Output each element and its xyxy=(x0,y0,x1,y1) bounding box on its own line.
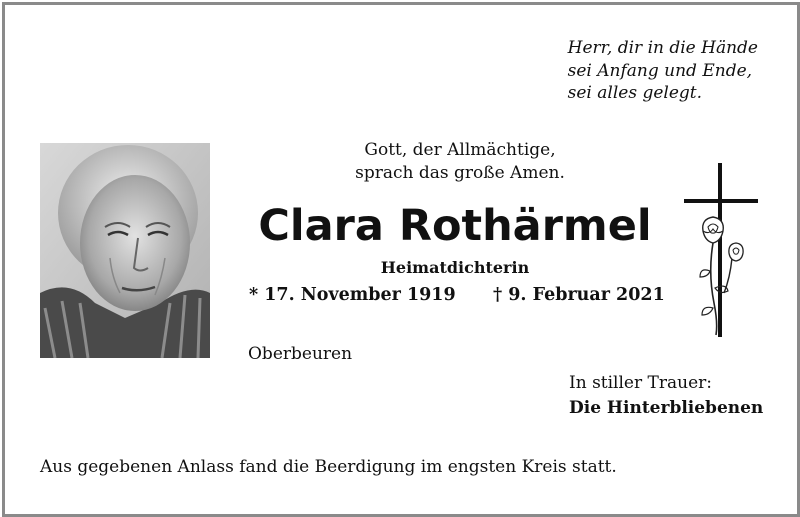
portrait-image xyxy=(40,143,210,358)
intro-text xyxy=(290,139,630,185)
mourners-name: Die Hinterbliebenen xyxy=(569,398,764,418)
birth-date: * 17. November 1919 xyxy=(249,285,456,305)
place-name: Oberbeuren xyxy=(248,344,353,364)
deceased-name: Clara Rothärmel xyxy=(258,201,652,251)
mourners-heading: In stiller Trauer: xyxy=(569,373,712,393)
verse-line: sei alles gelegt. xyxy=(567,83,703,103)
cross-with-roses-icon xyxy=(680,163,762,341)
intro-line: Gott, der Allmächtige, xyxy=(364,140,556,160)
deceased-title: Heimatdichterin xyxy=(380,258,530,277)
bible-verse xyxy=(568,37,758,105)
intro-line: sprach das große Amen. xyxy=(355,163,565,183)
verse-line: Herr, dir in die Hände xyxy=(567,38,758,58)
funeral-notice: Aus gegebenen Anlass fand die Beerdigung im engsten Kreis statt. xyxy=(40,457,617,477)
portrait-photo xyxy=(40,143,210,358)
mourners-block xyxy=(569,371,763,421)
death-date: † 9. Februar 2021 xyxy=(493,285,665,305)
verse-line: sei Anfang und Ende, xyxy=(567,60,753,81)
